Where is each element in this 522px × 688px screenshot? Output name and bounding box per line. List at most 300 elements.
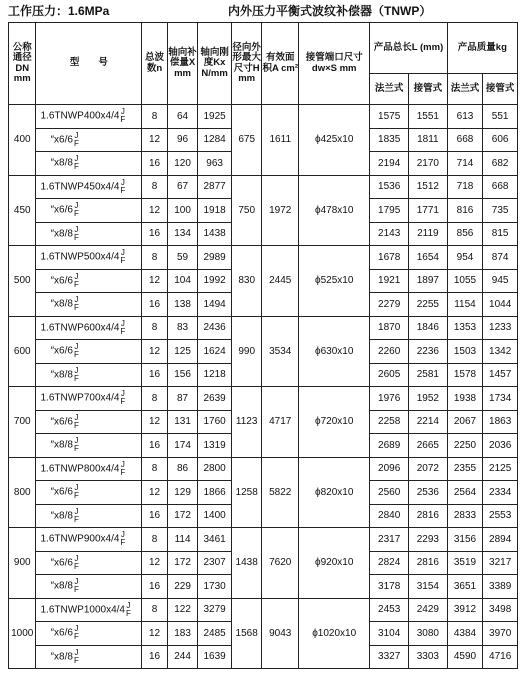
jf-f: F bbox=[73, 350, 79, 360]
jf-j: J bbox=[74, 483, 79, 493]
length-flange-cell: 1921 bbox=[370, 269, 409, 293]
table-row bbox=[9, 598, 518, 622]
jf-j: J bbox=[120, 459, 125, 469]
length-flange-cell: 2453 bbox=[370, 598, 409, 622]
length-flange-cell: 2258 bbox=[370, 410, 409, 434]
length-weld-cell: 1897 bbox=[409, 269, 448, 293]
waves-cell: 8 bbox=[142, 105, 167, 129]
length-flange-cell: 2840 bbox=[370, 504, 409, 528]
waves-cell: 16 bbox=[142, 575, 167, 599]
jf-f: F bbox=[73, 632, 79, 642]
waves-cell: 8 bbox=[142, 457, 167, 481]
waves-cell: 12 bbox=[142, 551, 167, 575]
mass-weld-cell: 1342 bbox=[483, 340, 518, 364]
model-cell bbox=[36, 199, 142, 223]
model-text: 1.6TNWP600x4/4 bbox=[40, 322, 120, 334]
length-weld-cell: 2072 bbox=[409, 457, 448, 481]
jf-j: J bbox=[74, 577, 79, 587]
mass-weld-cell: 1863 bbox=[483, 410, 518, 434]
mass-flange-cell: 4590 bbox=[447, 645, 483, 669]
jf-j: J bbox=[74, 624, 79, 634]
jf-j: J bbox=[120, 177, 125, 187]
radial-size-cell: 990 bbox=[231, 316, 262, 387]
model-text: ″x8/8 bbox=[50, 157, 73, 169]
col-axial-stiffness-header: 轴向刚度Kx N/mm bbox=[198, 23, 232, 105]
model-cell bbox=[36, 152, 142, 176]
length-weld-cell: 2429 bbox=[409, 598, 448, 622]
length-weld-cell: 3154 bbox=[409, 575, 448, 599]
effective-area-cell: 4717 bbox=[262, 387, 299, 458]
jf-f: F bbox=[73, 514, 79, 524]
jf-suffix bbox=[120, 461, 125, 477]
waves-cell: 16 bbox=[142, 504, 167, 528]
model-text: 1.6TNWP400x4/4 bbox=[40, 110, 120, 122]
radial-size-cell: 1438 bbox=[231, 528, 262, 599]
length-weld-cell: 2255 bbox=[409, 293, 448, 317]
model-cell bbox=[36, 105, 142, 129]
length-flange-cell: 3327 bbox=[370, 645, 409, 669]
mass-weld-cell: 682 bbox=[483, 152, 518, 176]
mass-weld-cell: 2553 bbox=[483, 504, 518, 528]
jf-j: J bbox=[74, 436, 79, 446]
axial-stiffness-cell: 3279 bbox=[198, 598, 232, 622]
length-weld-cell: 1811 bbox=[409, 128, 448, 152]
axial-stiffness-cell: 2485 bbox=[198, 622, 232, 646]
table-body bbox=[9, 105, 518, 669]
jf-f: F bbox=[73, 585, 79, 595]
axial-comp-cell: 174 bbox=[167, 434, 198, 458]
waves-cell: 16 bbox=[142, 645, 167, 669]
radial-size-cell: 830 bbox=[231, 246, 262, 317]
jf-f: F bbox=[73, 232, 79, 242]
length-weld-cell: 1512 bbox=[409, 175, 448, 199]
mass-weld-cell: 874 bbox=[483, 246, 518, 270]
waves-cell: 12 bbox=[142, 622, 167, 646]
model-text: ″x6/6 bbox=[50, 204, 73, 216]
mass-weld-cell: 735 bbox=[483, 199, 518, 223]
waves-cell: 8 bbox=[142, 246, 167, 270]
jf-f: F bbox=[73, 491, 79, 501]
col-mass-flange-header: 法兰式 bbox=[447, 74, 483, 105]
jf-suffix bbox=[74, 202, 79, 218]
radial-size-cell: 1568 bbox=[231, 598, 262, 669]
length-weld-cell: 2816 bbox=[409, 551, 448, 575]
jf-f: F bbox=[73, 655, 79, 665]
jf-j: J bbox=[120, 248, 125, 258]
mass-flange-cell: 954 bbox=[447, 246, 483, 270]
col-length-flange-header: 法兰式 bbox=[370, 74, 409, 105]
length-weld-cell: 2119 bbox=[409, 222, 448, 246]
model-cell bbox=[36, 293, 142, 317]
radial-size-cell: 675 bbox=[231, 105, 262, 176]
dn-cell: 800 bbox=[9, 457, 36, 528]
col-waves-header: 总波数n bbox=[142, 23, 167, 105]
model-cell bbox=[36, 528, 142, 552]
col-dn-header: 公称通径DN mm bbox=[9, 23, 36, 105]
model-text: ″x8/8 bbox=[50, 228, 73, 240]
length-flange-cell: 3104 bbox=[370, 622, 409, 646]
length-weld-cell: 1846 bbox=[409, 316, 448, 340]
axial-comp-cell: 134 bbox=[167, 222, 198, 246]
axial-comp-cell: 120 bbox=[167, 152, 198, 176]
jf-suffix bbox=[120, 320, 125, 336]
mass-weld-cell: 3498 bbox=[483, 598, 518, 622]
jf-j: J bbox=[74, 506, 79, 516]
axial-stiffness-cell: 1760 bbox=[198, 410, 232, 434]
port-size-cell: ϕ525x10 bbox=[299, 246, 370, 317]
jf-suffix bbox=[74, 578, 79, 594]
jf-f: F bbox=[120, 115, 126, 125]
mass-flange-cell: 3519 bbox=[447, 551, 483, 575]
jf-suffix bbox=[74, 155, 79, 171]
waves-cell: 16 bbox=[142, 222, 167, 246]
effective-area-cell: 5822 bbox=[262, 457, 299, 528]
jf-suffix bbox=[74, 367, 79, 383]
waves-cell: 16 bbox=[142, 152, 167, 176]
axial-comp-cell: 96 bbox=[167, 128, 198, 152]
axial-stiffness-cell: 1284 bbox=[198, 128, 232, 152]
jf-f: F bbox=[120, 467, 126, 477]
length-weld-cell: 2536 bbox=[409, 481, 448, 505]
axial-comp-cell: 122 bbox=[167, 598, 198, 622]
jf-f: F bbox=[73, 420, 79, 430]
jf-f: F bbox=[73, 303, 79, 313]
model-cell bbox=[36, 434, 142, 458]
axial-stiffness-cell: 1438 bbox=[198, 222, 232, 246]
jf-suffix bbox=[74, 273, 79, 289]
jf-j: J bbox=[74, 365, 79, 375]
length-flange-cell: 2689 bbox=[370, 434, 409, 458]
jf-f: F bbox=[120, 326, 126, 336]
table-row bbox=[9, 528, 518, 552]
length-flange-cell: 1536 bbox=[370, 175, 409, 199]
axial-comp-cell: 114 bbox=[167, 528, 198, 552]
jf-f: F bbox=[120, 397, 126, 407]
mass-flange-cell: 2564 bbox=[447, 481, 483, 505]
effective-area-cell: 1972 bbox=[262, 175, 299, 246]
jf-j: J bbox=[74, 647, 79, 657]
length-flange-cell: 2260 bbox=[370, 340, 409, 364]
jf-suffix bbox=[120, 531, 125, 547]
radial-size-cell: 1258 bbox=[231, 457, 262, 528]
jf-suffix bbox=[120, 390, 125, 406]
model-text: 1.6TNWP700x4/4 bbox=[40, 392, 120, 404]
axial-comp-cell: 83 bbox=[167, 316, 198, 340]
jf-j: J bbox=[74, 295, 79, 305]
mass-weld-cell: 4716 bbox=[483, 645, 518, 669]
col-length-group-header: 产品总长L (mm) bbox=[370, 23, 447, 74]
jf-suffix bbox=[74, 625, 79, 641]
mass-flange-cell: 1055 bbox=[447, 269, 483, 293]
col-radial-size-header: 径向外形最大尺寸H mm bbox=[231, 23, 262, 105]
jf-f: F bbox=[73, 373, 79, 383]
length-flange-cell: 2605 bbox=[370, 363, 409, 387]
jf-f: F bbox=[73, 162, 79, 172]
model-text: ″x6/6 bbox=[50, 486, 73, 498]
jf-f: F bbox=[73, 561, 79, 571]
mass-flange-cell: 856 bbox=[447, 222, 483, 246]
waves-cell: 12 bbox=[142, 199, 167, 223]
axial-stiffness-cell: 2639 bbox=[198, 387, 232, 411]
mass-weld-cell: 815 bbox=[483, 222, 518, 246]
jf-j: J bbox=[74, 412, 79, 422]
jf-f: F bbox=[120, 538, 126, 548]
table-row bbox=[9, 316, 518, 340]
jf-f: F bbox=[120, 256, 126, 266]
dn-cell: 500 bbox=[9, 246, 36, 317]
model-cell bbox=[36, 410, 142, 434]
waves-cell: 16 bbox=[142, 363, 167, 387]
col-mass-group-header: 产品质量kg bbox=[447, 23, 517, 74]
working-pressure-label: 工作压力：1.6MPa bbox=[8, 4, 110, 18]
model-cell bbox=[36, 363, 142, 387]
model-text: ″x6/6 bbox=[50, 627, 73, 639]
mass-weld-cell: 1233 bbox=[483, 316, 518, 340]
waves-cell: 12 bbox=[142, 340, 167, 364]
mass-weld-cell: 668 bbox=[483, 175, 518, 199]
col-length-weld-header: 接管式 bbox=[409, 74, 448, 105]
waves-cell: 12 bbox=[142, 481, 167, 505]
mass-weld-cell: 1734 bbox=[483, 387, 518, 411]
model-cell bbox=[36, 175, 142, 199]
mass-flange-cell: 1578 bbox=[447, 363, 483, 387]
port-size-cell: ϕ630x10 bbox=[299, 316, 370, 387]
model-text: ″x8/8 bbox=[50, 510, 73, 522]
jf-suffix bbox=[74, 296, 79, 312]
table-row bbox=[9, 246, 518, 270]
mass-flange-cell: 718 bbox=[447, 175, 483, 199]
mass-flange-cell: 613 bbox=[447, 105, 483, 129]
axial-stiffness-cell: 1400 bbox=[198, 504, 232, 528]
model-text: ″x6/6 bbox=[50, 557, 73, 569]
mass-weld-cell: 1044 bbox=[483, 293, 518, 317]
axial-stiffness-cell: 1494 bbox=[198, 293, 232, 317]
jf-suffix bbox=[74, 414, 79, 430]
jf-suffix bbox=[74, 508, 79, 524]
length-weld-cell: 1551 bbox=[409, 105, 448, 129]
mass-flange-cell: 1154 bbox=[447, 293, 483, 317]
dn-cell: 400 bbox=[9, 105, 36, 176]
axial-comp-cell: 156 bbox=[167, 363, 198, 387]
jf-j: J bbox=[74, 224, 79, 234]
radial-size-cell: 750 bbox=[231, 175, 262, 246]
jf-suffix bbox=[74, 226, 79, 242]
mass-weld-cell: 1457 bbox=[483, 363, 518, 387]
waves-cell: 8 bbox=[142, 316, 167, 340]
effective-area-cell: 2445 bbox=[262, 246, 299, 317]
axial-comp-cell: 172 bbox=[167, 551, 198, 575]
length-flange-cell: 2279 bbox=[370, 293, 409, 317]
axial-comp-cell: 64 bbox=[167, 105, 198, 129]
effective-area-cell: 9043 bbox=[262, 598, 299, 669]
length-flange-cell: 1835 bbox=[370, 128, 409, 152]
waves-cell: 12 bbox=[142, 128, 167, 152]
length-weld-cell: 2816 bbox=[409, 504, 448, 528]
model-cell bbox=[36, 340, 142, 364]
jf-j: J bbox=[74, 154, 79, 164]
port-size-cell: ϕ820x10 bbox=[299, 457, 370, 528]
axial-stiffness-cell: 2877 bbox=[198, 175, 232, 199]
axial-comp-cell: 229 bbox=[167, 575, 198, 599]
length-flange-cell: 2317 bbox=[370, 528, 409, 552]
model-text: ″x8/8 bbox=[50, 651, 73, 663]
mass-weld-cell: 2125 bbox=[483, 457, 518, 481]
axial-stiffness-cell: 1925 bbox=[198, 105, 232, 129]
effective-area-cell: 7620 bbox=[262, 528, 299, 599]
axial-comp-cell: 131 bbox=[167, 410, 198, 434]
axial-stiffness-cell: 1918 bbox=[198, 199, 232, 223]
length-weld-cell: 1654 bbox=[409, 246, 448, 270]
model-text: ″x6/6 bbox=[50, 416, 73, 428]
model-cell bbox=[36, 269, 142, 293]
mass-flange-cell: 3912 bbox=[447, 598, 483, 622]
model-text: 1.6TNWP800x4/4 bbox=[40, 463, 120, 475]
length-weld-cell: 2236 bbox=[409, 340, 448, 364]
axial-stiffness-cell: 1639 bbox=[198, 645, 232, 669]
table-row bbox=[9, 387, 518, 411]
length-flange-cell: 2143 bbox=[370, 222, 409, 246]
length-weld-cell: 1771 bbox=[409, 199, 448, 223]
axial-comp-cell: 87 bbox=[167, 387, 198, 411]
mass-flange-cell: 2067 bbox=[447, 410, 483, 434]
axial-stiffness-cell: 1218 bbox=[198, 363, 232, 387]
jf-j: J bbox=[120, 530, 125, 540]
mass-flange-cell: 1938 bbox=[447, 387, 483, 411]
col-effective-area-header: 有效面积A cm² bbox=[262, 23, 299, 105]
axial-stiffness-cell: 2989 bbox=[198, 246, 232, 270]
jf-suffix bbox=[120, 108, 125, 124]
axial-stiffness-cell: 1866 bbox=[198, 481, 232, 505]
length-weld-cell: 2665 bbox=[409, 434, 448, 458]
length-flange-cell: 2194 bbox=[370, 152, 409, 176]
length-weld-cell: 3080 bbox=[409, 622, 448, 646]
model-cell bbox=[36, 551, 142, 575]
jf-f: F bbox=[73, 209, 79, 219]
jf-suffix bbox=[74, 555, 79, 571]
jf-suffix bbox=[74, 484, 79, 500]
mass-flange-cell: 3156 bbox=[447, 528, 483, 552]
axial-stiffness-cell: 2307 bbox=[198, 551, 232, 575]
axial-comp-cell: 129 bbox=[167, 481, 198, 505]
model-cell bbox=[36, 246, 142, 270]
model-text: ″x8/8 bbox=[50, 439, 73, 451]
mass-flange-cell: 3651 bbox=[447, 575, 483, 599]
axial-stiffness-cell: 3461 bbox=[198, 528, 232, 552]
jf-j: J bbox=[126, 600, 131, 610]
col-axial-comp-header: 轴向补偿量X mm bbox=[167, 23, 198, 105]
mass-weld-cell: 3389 bbox=[483, 575, 518, 599]
axial-stiffness-cell: 963 bbox=[198, 152, 232, 176]
mass-flange-cell: 714 bbox=[447, 152, 483, 176]
jf-f: F bbox=[125, 608, 131, 618]
port-size-cell: ϕ478x10 bbox=[299, 175, 370, 246]
axial-comp-cell: 244 bbox=[167, 645, 198, 669]
dn-cell: 450 bbox=[9, 175, 36, 246]
waves-cell: 8 bbox=[142, 175, 167, 199]
port-size-cell: ϕ1020x10 bbox=[299, 598, 370, 669]
length-flange-cell: 2824 bbox=[370, 551, 409, 575]
jf-j: J bbox=[120, 318, 125, 328]
waves-cell: 16 bbox=[142, 434, 167, 458]
jf-suffix bbox=[74, 437, 79, 453]
length-weld-cell: 2170 bbox=[409, 152, 448, 176]
model-text: 1.6TNWP450x4/4 bbox=[40, 181, 120, 193]
effective-area-cell: 3534 bbox=[262, 316, 299, 387]
model-text: 1.6TNWP500x4/4 bbox=[40, 251, 120, 263]
axial-comp-cell: 183 bbox=[167, 622, 198, 646]
waves-cell: 12 bbox=[142, 269, 167, 293]
axial-comp-cell: 86 bbox=[167, 457, 198, 481]
length-weld-cell: 1952 bbox=[409, 387, 448, 411]
jf-j: J bbox=[120, 107, 125, 117]
mass-flange-cell: 4384 bbox=[447, 622, 483, 646]
mass-weld-cell: 2036 bbox=[483, 434, 518, 458]
axial-comp-cell: 138 bbox=[167, 293, 198, 317]
model-text: ″x8/8 bbox=[50, 369, 73, 381]
axial-comp-cell: 125 bbox=[167, 340, 198, 364]
length-flange-cell: 1795 bbox=[370, 199, 409, 223]
jf-f: F bbox=[73, 279, 79, 289]
length-flange-cell: 1870 bbox=[370, 316, 409, 340]
axial-stiffness-cell: 1992 bbox=[198, 269, 232, 293]
spec-table bbox=[8, 22, 518, 669]
length-flange-cell: 2560 bbox=[370, 481, 409, 505]
axial-stiffness-cell: 2436 bbox=[198, 316, 232, 340]
port-size-cell: ϕ720x10 bbox=[299, 387, 370, 458]
length-weld-cell: 2214 bbox=[409, 410, 448, 434]
dn-cell: 900 bbox=[9, 528, 36, 599]
model-cell bbox=[36, 316, 142, 340]
model-cell bbox=[36, 481, 142, 505]
axial-comp-cell: 104 bbox=[167, 269, 198, 293]
jf-j: J bbox=[74, 271, 79, 281]
jf-j: J bbox=[120, 389, 125, 399]
length-flange-cell: 2096 bbox=[370, 457, 409, 481]
table-title: 内外压力平衡式波纹补偿器（TNWP） bbox=[228, 4, 432, 18]
port-size-cell: ϕ920x10 bbox=[299, 528, 370, 599]
model-cell bbox=[36, 128, 142, 152]
model-cell bbox=[36, 575, 142, 599]
model-text: ″x6/6 bbox=[50, 275, 73, 287]
waves-cell: 16 bbox=[142, 293, 167, 317]
mass-weld-cell: 3970 bbox=[483, 622, 518, 646]
effective-area-cell: 1611 bbox=[262, 105, 299, 176]
dn-cell: 600 bbox=[9, 316, 36, 387]
mass-weld-cell: 606 bbox=[483, 128, 518, 152]
waves-cell: 12 bbox=[142, 410, 167, 434]
length-flange-cell: 1976 bbox=[370, 387, 409, 411]
jf-suffix bbox=[126, 602, 131, 618]
jf-f: F bbox=[120, 185, 126, 195]
axial-stiffness-cell: 2800 bbox=[198, 457, 232, 481]
jf-suffix bbox=[74, 343, 79, 359]
table-header bbox=[9, 23, 518, 105]
mass-flange-cell: 1503 bbox=[447, 340, 483, 364]
jf-j: J bbox=[74, 201, 79, 211]
jf-j: J bbox=[74, 130, 79, 140]
axial-comp-cell: 100 bbox=[167, 199, 198, 223]
axial-stiffness-cell: 1730 bbox=[198, 575, 232, 599]
axial-comp-cell: 59 bbox=[167, 246, 198, 270]
length-weld-cell: 2293 bbox=[409, 528, 448, 552]
radial-size-cell: 1123 bbox=[231, 387, 262, 458]
mass-flange-cell: 668 bbox=[447, 128, 483, 152]
model-text: 1.6TNWP900x4/4 bbox=[40, 533, 120, 545]
waves-cell: 8 bbox=[142, 528, 167, 552]
table-row bbox=[9, 457, 518, 481]
dn-cell: 1000 bbox=[9, 598, 36, 669]
model-text: ″x6/6 bbox=[50, 345, 73, 357]
